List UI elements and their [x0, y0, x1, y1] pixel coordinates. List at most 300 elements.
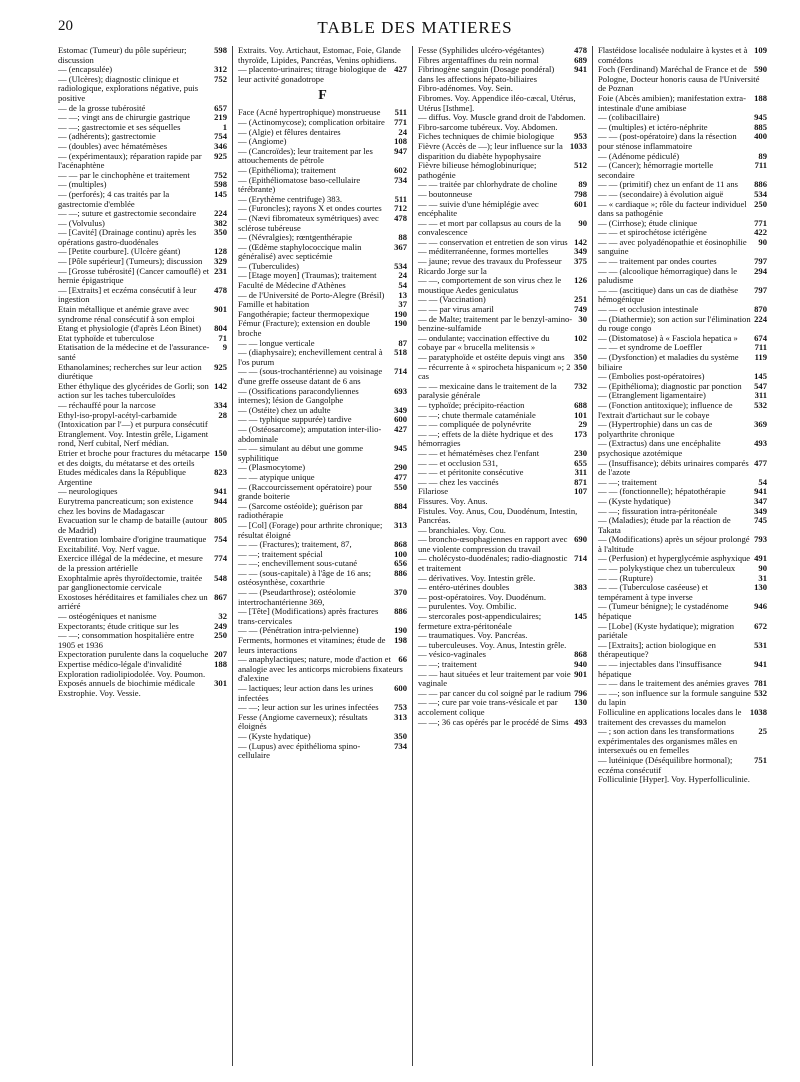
page-ref: 24: [398, 126, 407, 137]
entry-text: — (Perfusion) et hyperglycémie asphyxique: [598, 553, 751, 564]
entry-text: — (Tuberculides): [238, 260, 300, 271]
page-ref: 427: [394, 423, 407, 434]
page-ref: 867: [214, 591, 227, 602]
index-entry: [238, 147, 407, 166]
entry-text: — (Algie) et fêlures dentaires: [238, 126, 341, 137]
entry-text: — (encapsulée): [58, 64, 113, 75]
page-ref: 145: [574, 611, 587, 622]
index-entry: [598, 459, 767, 478]
index-entry: [58, 267, 227, 286]
page-ref: 714: [394, 366, 407, 377]
index-entry: [418, 554, 587, 573]
page-ref: 656: [394, 558, 407, 569]
index-entry: [58, 593, 227, 612]
index-entry: [598, 641, 767, 660]
entry-text: — (Kyste hydatique): [238, 730, 311, 741]
entry-text: Fibromes. Voy. Appendice iléo-cæcal, Utérus, Utérus [Isthme].: [418, 92, 576, 113]
page-ref: 188: [214, 659, 227, 669]
index-entry: [58, 574, 227, 593]
entry-text: — (Modifications) après un séjour prolongé à l'altitude: [598, 534, 750, 554]
page-ref: 350: [574, 352, 587, 362]
entry-text: — traumatiques. Voy. Pancréas.: [418, 630, 528, 641]
index-entry: [598, 439, 767, 458]
entry-text: Ethanolamines; recherches sur leur action diurétique: [58, 361, 202, 382]
entry-text: — branchiales. Voy. Cou.: [418, 524, 506, 535]
entry-text: — — (alcoolique hémorragique) dans le paludisme: [598, 265, 738, 286]
page-ref: 674: [754, 332, 767, 343]
entry-text: — — avec polyadénopathie et éosinophilie sanguine: [598, 236, 747, 257]
entry-text: — — longue verticale: [238, 337, 315, 348]
entry-text: — (Cancer); hémorragie mortelle secondaire: [598, 160, 714, 180]
page-ref: 329: [214, 256, 227, 267]
index-entry: [238, 607, 407, 626]
index-entry: [58, 430, 227, 449]
index-entry: [598, 401, 767, 420]
entry-text: — — conservation et entretien de son virus: [418, 236, 568, 247]
page-ref: 150: [214, 447, 227, 458]
index-entry: [418, 276, 587, 295]
entry-text: Expectorants; étude critique sur les: [58, 620, 179, 631]
entry-text: — (Raccourcissement opératoire) pour grande boiterie: [238, 481, 372, 502]
page-ref: 946: [754, 601, 767, 612]
entry-text: — (Fonction antitoxique); influence de l'extrait d'artichaut sur le cobaye: [598, 399, 733, 420]
entry-text: — — (primitif) chez un enfant de 11 ans: [598, 179, 739, 190]
entry-text: — (Cancroïdes); leur traitement par les attouchements de pétrole: [238, 145, 373, 166]
page-ref: 732: [574, 380, 587, 391]
entry-text: Fangothérapie; facteur thermopexique: [238, 308, 370, 319]
page-ref: 54: [398, 280, 407, 291]
entry-text: — (Etranglement ligamentaire): [598, 390, 706, 401]
page-ref: 672: [754, 620, 767, 631]
page-ref: 301: [214, 678, 227, 689]
section-letter: F: [318, 88, 327, 104]
page-ref: 749: [574, 304, 587, 315]
page-ref: 754: [214, 131, 227, 142]
page-ref: 312: [214, 64, 227, 75]
entry-text: Eurytrema pancreaticum; son existence chez les bovins de Madagascar: [58, 495, 194, 516]
entry-text: — post-opératoires. Voy. Duodénum.: [418, 591, 547, 602]
page-ref: 774: [214, 553, 227, 564]
page-ref: 693: [394, 385, 407, 396]
entry-text: — — (secondaire) à évolution aiguë: [598, 188, 724, 199]
page-ref: 126: [574, 275, 587, 286]
entry-text: Ether éthylique des glycérides de Gorli; son action sur les taches tuberculoïdes: [58, 380, 209, 401]
index-entry: [598, 775, 767, 785]
page-ref: 54: [758, 476, 767, 487]
page-ref: 290: [394, 462, 407, 473]
page-ref: 754: [214, 534, 227, 545]
index-entry: [418, 535, 587, 554]
entry-text: Fièvre bilieuse hémoglobinurique; pathogénie: [418, 160, 537, 180]
index-entry: [418, 670, 587, 689]
entry-text: — boutonneuse: [418, 188, 473, 199]
entry-text: Expertise médico-légale d'invalidité: [58, 659, 182, 669]
index-entry: [58, 411, 227, 430]
page-ref: 28: [218, 409, 227, 420]
index-entry: [58, 516, 227, 535]
entry-text: — réchauffé pour la narcose: [58, 399, 156, 410]
entry-text: — (Ossifications paracondyliennes internes); lésion de Gangolphe: [238, 385, 359, 406]
page-ref: 947: [394, 145, 407, 156]
page-ref: 953: [574, 131, 587, 142]
index-entry: [598, 583, 767, 602]
page-ref: 796: [574, 687, 587, 698]
page-ref: 1: [222, 121, 227, 132]
entry-text: — —; traitement spécial: [238, 548, 323, 559]
entry-text: Foie (Abcès amibien); manifestation extra-intestinale d'une amibiase: [598, 92, 746, 113]
page-ref: 375: [574, 256, 587, 267]
entry-text: — (Diathermie); son action sur l'élimination du rouge congo: [598, 313, 751, 334]
page-ref: 383: [574, 582, 587, 593]
page-ref: 25: [758, 726, 767, 737]
page-ref: 224: [214, 208, 227, 219]
entry-text: Ferments, hormones et vitamines; étude de leurs interactions: [238, 635, 386, 655]
entry-text: Faculté de Médecine d'Athènes: [238, 280, 346, 291]
page-ref: 130: [754, 582, 767, 593]
index-entry: [418, 65, 587, 84]
page-ref: 29: [578, 419, 587, 430]
entry-text: — (Dysfonction) et maladies du système biliaire: [598, 352, 739, 372]
page-ref: 478: [214, 284, 227, 295]
index-entry: [58, 363, 227, 382]
entry-text: — — traitée par chlorhydrate de choline: [418, 179, 558, 190]
entry-text: Etranglement. Voy. Intestin grêle, Ligament rond, Nerf cubital, Nerf médian.: [58, 428, 209, 449]
page-ref: 511: [394, 193, 407, 204]
page-ref: 251: [574, 294, 587, 305]
page-ref: 868: [574, 649, 587, 660]
index-entry: [238, 655, 407, 684]
entry-text: — — et hématémèses chez l'enfant: [418, 447, 540, 458]
page-ref: 87: [398, 337, 407, 348]
page-ref: 334: [214, 399, 227, 410]
entry-text: — placento-urinaires; titrage biologique de leur activité gonadotrope: [238, 64, 387, 84]
entry-text: Exposés annuels de biochimie médicale: [58, 678, 195, 689]
entry-text: — purulentes. Voy. Ombilic.: [418, 601, 517, 612]
entry-text: Famille et habitation: [238, 299, 310, 310]
page-ref: 107: [574, 486, 587, 497]
page-ref: 142: [574, 236, 587, 247]
index-entry: [58, 152, 227, 171]
entry-text: Exercice illégal de la médecine, et mesure de la pression artérielle: [58, 553, 203, 574]
index-entry: [58, 689, 227, 699]
page-ref: 714: [574, 553, 587, 564]
index-entry: [598, 200, 767, 219]
entry-text: — (Lupus) avec épithélioma spino-cellulaire: [238, 740, 361, 761]
entry-text: — entéro-utérines doubles: [418, 582, 510, 593]
index-entry: [598, 622, 767, 641]
entry-text: Exploration radiolipiodolée. Voy. Poumon.: [58, 668, 206, 679]
page-ref: 349: [394, 404, 407, 415]
page-ref: 101: [574, 409, 587, 420]
page-ref: 590: [754, 64, 767, 75]
entry-text: — —; son influence sur la formule sanguine du lapin: [598, 687, 751, 708]
entry-text: — —; gastrectomie et ses séquelles: [58, 121, 181, 132]
entry-text: — (Nævi fibromateux symétriques) avec sclérose tubéreuse: [238, 212, 379, 233]
index-column-1: [58, 46, 232, 1066]
entry-text: — ; son action dans les transformations expérimentales des organismes mâles en intersexués ou en femelles: [598, 726, 738, 756]
entry-text: — (Adénome pédiculé): [598, 150, 680, 161]
entry-text: — — (Vaccination): [418, 294, 486, 305]
page-ref: 231: [214, 265, 227, 276]
entry-text: — diffus. Voy. Muscle grand droit de l'abdomen.: [418, 112, 586, 123]
index-entry: [238, 243, 407, 262]
index-entry: [58, 286, 227, 305]
entry-text: — — injectables dans l'insuffisance hépatique: [598, 659, 722, 679]
page-ref: 491: [754, 553, 767, 564]
entry-text: — —; 36 cas opérés par le procédé de Sims: [418, 716, 569, 727]
page-ref: 71: [218, 332, 227, 343]
page-ref: 422: [754, 227, 767, 238]
page-ref: 32: [218, 611, 227, 622]
entry-text: Etrier et broche pour fractures du métacarpe et des doigts, du métatarse et des orteils: [58, 447, 210, 468]
page-ref: 745: [754, 515, 767, 526]
page-ref: 602: [394, 164, 407, 175]
page-ref: 598: [214, 46, 227, 55]
index-entry: [598, 132, 767, 151]
page-ref: 532: [754, 399, 767, 410]
entry-text: — (Ostéosarcome); amputation inter-ilio-abdominale: [238, 423, 382, 444]
entry-text: Folliculine en applications locales dans le traitement des crevasses du mamelon: [598, 706, 742, 727]
entry-text: — [Grosse tubérosité] (Cancer camouflé) et hernie épigastrique: [58, 265, 210, 286]
page-ref: 655: [574, 457, 587, 468]
page-ref: 477: [754, 457, 767, 468]
page-ref: 190: [394, 308, 407, 319]
page-ref: 797: [754, 284, 767, 295]
page-ref: 313: [394, 711, 407, 722]
index-entry: [598, 267, 767, 286]
page-ref: 712: [394, 203, 407, 214]
page-ref: 752: [214, 169, 227, 180]
index-entry: [238, 569, 407, 588]
index-entry: [418, 382, 587, 401]
page-ref: 400: [754, 131, 767, 142]
page-ref: 547: [754, 380, 767, 391]
index-entry: [58, 554, 227, 573]
index-entry: [238, 367, 407, 386]
page-ref: 734: [394, 740, 407, 751]
entry-text: — (Ulcères); diagnostic clinique et radiologique, explorations négative, puis positive: [58, 73, 199, 103]
page-ref: 532: [754, 687, 767, 698]
page-ref: 805: [214, 515, 227, 526]
index-entry: [238, 742, 407, 761]
page-ref: 771: [754, 217, 767, 228]
entry-text: — — par cancer du col soigné par le radium: [418, 687, 571, 698]
page-ref: 941: [754, 659, 767, 669]
index-entry: [238, 684, 407, 703]
entry-text: — de Malte; traitement par le benzyl-amino-benzine-sulfamide: [418, 313, 573, 334]
entry-text: — stercorales post-appendiculaires; fermeture extra-péritonéale: [418, 611, 542, 631]
page-ref: 250: [754, 198, 767, 209]
page-ref: 478: [394, 212, 407, 223]
entry-text: Fémur (Fracture); extension en double broche: [238, 318, 371, 339]
entry-text: — — typhique suppurée) tardive: [238, 414, 352, 425]
page-ref: 493: [754, 438, 767, 449]
entry-text: Evacuation sur le champ de bataille (autour de Madrid): [58, 515, 208, 535]
index-entry: [238, 46, 407, 65]
page-ref: 601: [574, 198, 587, 209]
entry-text: — (diaphysaire); enchevillement central à l'os purum: [238, 347, 383, 367]
entry-text: — (doubles) avec hématémèses: [58, 140, 168, 151]
index-entry: [598, 94, 767, 113]
entry-text: Fibro-sarcome tubéreux. Voy. Abdomen.: [418, 121, 558, 132]
entry-text: — dérivatives. Voy. Intestin grêle.: [418, 572, 536, 583]
page-ref: 689: [574, 54, 587, 65]
index-entry: [238, 502, 407, 521]
page-ref: 90: [578, 217, 587, 228]
entry-text: Fissures. Voy. Anus.: [418, 495, 488, 506]
page-ref: 311: [754, 390, 767, 401]
entry-text: — — par le cinchophène et traitement: [58, 169, 190, 180]
page-ref: 901: [574, 668, 587, 679]
page-ref: 944: [214, 495, 227, 506]
index-entry: [418, 718, 587, 728]
page-ref: 598: [214, 179, 227, 190]
page-ref: 478: [574, 46, 587, 55]
index-entry: [58, 305, 227, 324]
index-entry: [58, 468, 227, 487]
entry-text: — —, comportement de son virus chez le moustique Aedes geniculatus: [418, 275, 562, 295]
entry-text: — [Tête] (Modifications) après fractures trans-cervicales: [238, 606, 379, 626]
entry-text: — vésico-vaginales: [418, 649, 487, 660]
entry-text: Estomac (Tumeur) du pôle supérieur; discussion: [58, 46, 187, 65]
page-ref: 600: [394, 414, 407, 425]
page-ref: 13: [398, 289, 407, 300]
index-entry: [598, 727, 767, 756]
entry-text: — —; enchevillement sous-cutané: [238, 558, 358, 569]
entry-text: — — (Fractures); traitement, 87,: [238, 539, 352, 550]
index-entry: [598, 660, 767, 679]
page-ref: 1038: [749, 706, 767, 717]
entry-text: — (Actinomycose); complication orbitaire: [238, 116, 385, 127]
entry-text: — —; leur action sur les urines infectées: [238, 702, 379, 713]
entry-text: — de la grosse tubérosité: [58, 102, 146, 113]
page-ref: 690: [574, 534, 587, 545]
index-entry: [598, 238, 767, 257]
entry-text: — — atypique unique: [238, 471, 315, 482]
index-entry: [598, 161, 767, 180]
page-ref: 531: [754, 639, 767, 650]
page-ref: 804: [214, 323, 227, 334]
index-entry: [238, 319, 407, 338]
entry-text: — — mexicaine dans le traitement de la paralysie générale: [418, 380, 557, 401]
page-ref: 90: [758, 563, 767, 574]
page-ref: 347: [754, 495, 767, 506]
index-entry: [418, 507, 587, 526]
page-ref: 945: [394, 443, 407, 454]
entry-text: — —; chute thermale cataméniale: [418, 409, 536, 420]
page-ref: 925: [214, 361, 227, 372]
page-ref: 823: [214, 467, 227, 478]
entry-text: — (Epithélioma); diagnostic par ponction: [598, 380, 742, 391]
page-ref: 798: [574, 188, 587, 199]
page-ref: 89: [758, 150, 767, 161]
page-ref: 313: [394, 519, 407, 530]
page-ref: 941: [214, 486, 227, 497]
entry-text: — (multiples) et ictéro-néphrite: [598, 121, 708, 132]
index-entry: [418, 142, 587, 161]
index-entry: [238, 214, 407, 233]
page-ref: 367: [394, 241, 407, 252]
page-ref: 752: [214, 73, 227, 84]
entry-text: — — et syndrome de Loeffler: [598, 342, 703, 353]
page-ref: 145: [754, 371, 767, 382]
page-ref: 190: [394, 318, 407, 329]
index-entry: [598, 535, 767, 554]
index-entry: [238, 425, 407, 444]
index-entry: [418, 315, 587, 334]
page-ref: 370: [394, 587, 407, 598]
entry-text: — —; traitement: [418, 659, 477, 669]
index-entry: [598, 516, 767, 535]
entry-text: — (Epithélioma); traitement: [238, 164, 336, 175]
page-ref: 870: [754, 304, 767, 315]
index-entry: [598, 65, 767, 94]
page-ref: 350: [214, 227, 227, 238]
entry-text: — — (post-opératoire) dans la résection pour sténose inflammatoire: [598, 131, 737, 151]
entry-text: — — et mort par collapsus au cours de la convalescence: [418, 217, 561, 238]
index-entry: [418, 363, 587, 382]
page-ref: 477: [394, 471, 407, 482]
page-ref: 119: [754, 352, 767, 362]
entry-text: Etudes médicales dans la République Argentine: [58, 467, 186, 487]
index-entry: [238, 348, 407, 367]
entry-text: — [Petite courbure]. (Ulcère géant): [58, 246, 181, 257]
index-entry: [418, 219, 587, 238]
page-ref: 751: [754, 754, 767, 765]
page-ref: 945: [754, 112, 767, 123]
entry-text: Etatisation de la médecine et de l'assurance-santé: [58, 342, 210, 362]
entry-text: — — dans le traitement des anémies graves: [598, 678, 750, 689]
entry-text: Extraits. Voy. Artichaut, Estomac, Foie, Glande thyroïde, Lipides, Pancréas, Venins ophidiens.: [238, 46, 401, 65]
index-entry: [238, 588, 407, 607]
entry-text: — [Extraits]; action biologique en thérapeutique?: [598, 639, 716, 660]
page-ref: 941: [574, 64, 587, 75]
entry-text: — — chez les vaccinés: [418, 476, 499, 487]
entry-text: — ostéogéniques et nanisme: [58, 611, 157, 622]
index-entry: [418, 161, 587, 180]
entry-text: — (Epithéliomatose baso-cellulaire térébrante): [238, 174, 361, 195]
page-ref: 349: [574, 246, 587, 257]
entry-text: — [Col] (Forage) pour arthrite chronique; résultat éloigné: [238, 519, 383, 540]
entry-text: — (Kyste hydatique): [598, 495, 671, 506]
index-entry: [238, 713, 407, 732]
entry-text: Folliculinie [Hyper]. Voy. Hyperfolliculinie.: [598, 774, 750, 785]
page-ref: 369: [754, 419, 767, 430]
page-ref: 250: [214, 630, 227, 641]
entry-text: — « cardiaque »; rôle du facteur individuel dans sa pathogénie: [598, 198, 747, 219]
page-ref: 249: [214, 620, 227, 631]
entry-text: — (Plasmocytome): [238, 462, 306, 473]
index-entry: [58, 449, 227, 468]
page-header: [58, 18, 772, 42]
index-entry: [58, 190, 227, 209]
entry-text: Exophtalmie après thyroïdectomie, traitée par ganglionectomie cervicale: [58, 572, 203, 593]
index-entry: [598, 46, 767, 65]
entry-text: — cholécysto-duodénales; radio-diagnostic et traitement: [418, 553, 568, 574]
entry-text: — (adhérents); gastrectomie: [58, 131, 156, 142]
entry-text: — typhoïde; précipito-réaction: [418, 399, 525, 410]
entry-text: — [Extraits] et eczéma consécutif à leur ingestion: [58, 284, 197, 305]
entry-text: — — (sous-capitale) à l'âge de 16 ans; ostéosynthèse, coxarthrie: [238, 567, 372, 588]
index-entry: [238, 483, 407, 502]
index-entry: [418, 430, 587, 449]
entry-text: — (Tumeur bénigne); le cystadénome hépatique: [598, 601, 729, 622]
entry-text: Fibres argentaffines du rein normal: [418, 54, 539, 65]
entry-text: — (Insuffisance); débits urinaires comparés de l'azote: [598, 457, 749, 478]
entry-text: Flastéidose localisée nodulaire à kystes et à comédons: [598, 46, 748, 65]
entry-text: — (expérimentaux); réparation rapide par l'acénaphtène: [58, 150, 202, 171]
entry-text: Exstrophie. Voy. Vessie.: [58, 687, 141, 698]
